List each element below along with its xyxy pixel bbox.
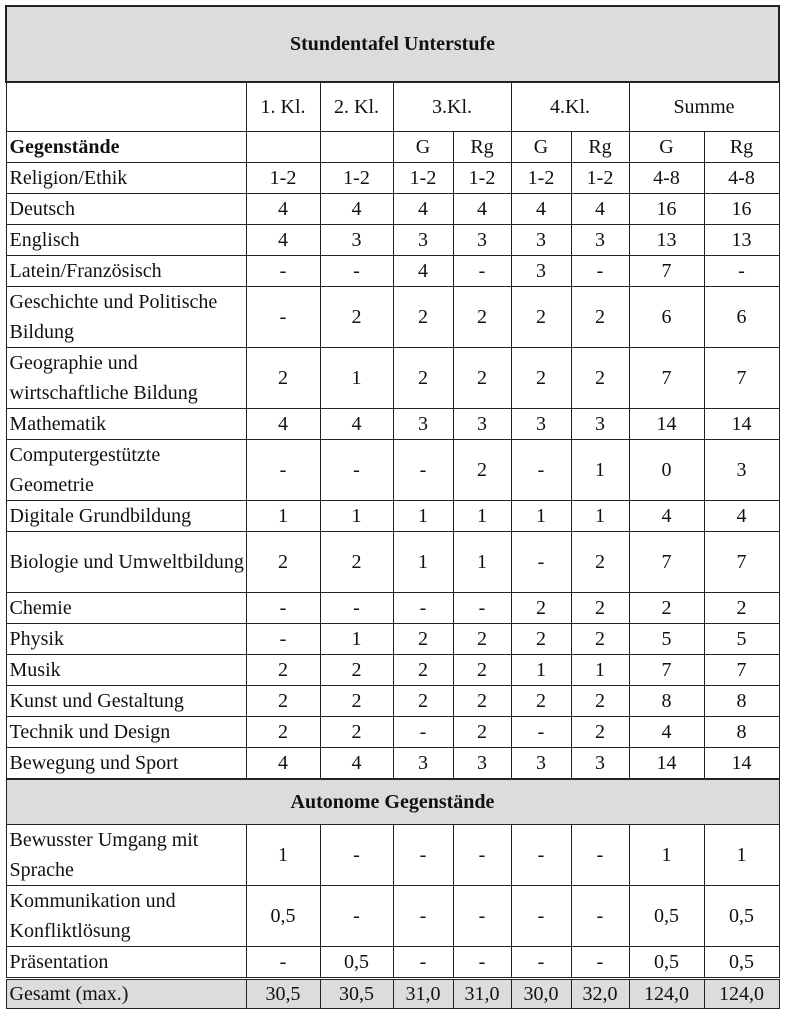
hours-cell: 2 xyxy=(453,717,511,748)
hours-cell: 3 xyxy=(571,225,629,256)
table-row xyxy=(6,825,779,886)
hours-cell: 3 xyxy=(453,409,511,440)
header-klasse-2: 2. Kl. xyxy=(320,82,393,132)
hours-cell: 7 xyxy=(629,256,704,287)
header-g-4: G xyxy=(511,132,571,163)
header-empty-1 xyxy=(246,132,320,163)
hours-cell: - xyxy=(571,886,629,947)
hours-cell: 3 xyxy=(393,225,453,256)
hours-cell: 2 xyxy=(246,717,320,748)
hours-cell: 8 xyxy=(629,686,704,717)
subject-name: Physik xyxy=(6,624,246,655)
hours-cell: 4 xyxy=(571,194,629,225)
hours-cell: - xyxy=(320,440,393,501)
hours-cell: 4 xyxy=(246,748,320,780)
subject-name: Präsentation xyxy=(6,947,246,979)
stundentafel-table xyxy=(5,5,780,1009)
subject-name: Kommunikation und Konfliktlösung xyxy=(6,886,246,947)
hours-cell: 7 xyxy=(629,655,704,686)
hours-cell: 3 xyxy=(393,409,453,440)
hours-cell: - xyxy=(571,825,629,886)
subject-name: Kunst und Gestaltung xyxy=(6,686,246,717)
hours-cell: 1-2 xyxy=(393,163,453,194)
hours-cell: 8 xyxy=(704,717,779,748)
title-row xyxy=(6,6,779,82)
hours-cell: 3 xyxy=(511,256,571,287)
subject-name: Computergestützte Geometrie xyxy=(6,440,246,501)
hours-cell: - xyxy=(453,256,511,287)
hours-cell: 3 xyxy=(511,748,571,780)
subject-name: Musik xyxy=(6,655,246,686)
hours-cell: 7 xyxy=(629,348,704,409)
hours-cell: 4-8 xyxy=(704,163,779,194)
table-row xyxy=(6,532,779,593)
hours-cell: 1 xyxy=(453,501,511,532)
hours-cell: 2 xyxy=(246,655,320,686)
hours-cell: - xyxy=(453,593,511,624)
subject-name: Digitale Grundbildung xyxy=(6,501,246,532)
hours-cell: 2 xyxy=(393,624,453,655)
table-row xyxy=(6,409,779,440)
hours-cell: 1-2 xyxy=(246,163,320,194)
table-row xyxy=(6,348,779,409)
hours-cell: 13 xyxy=(629,225,704,256)
hours-cell: 3 xyxy=(320,225,393,256)
table-row xyxy=(6,287,779,348)
hours-cell: 2 xyxy=(453,440,511,501)
hours-cell: 6 xyxy=(629,287,704,348)
header-summe: Summe xyxy=(629,82,779,132)
hours-cell: 1-2 xyxy=(453,163,511,194)
hours-cell: 2 xyxy=(393,348,453,409)
header-klasse-3: 3.Kl. xyxy=(393,82,511,132)
hours-cell: 2 xyxy=(320,655,393,686)
hours-cell: 2 xyxy=(453,655,511,686)
hours-cell: 4 xyxy=(320,409,393,440)
hours-cell: 1 xyxy=(320,348,393,409)
table-row xyxy=(6,225,779,256)
hours-cell: 2 xyxy=(246,532,320,593)
hours-cell: - xyxy=(571,256,629,287)
hours-cell: - xyxy=(320,256,393,287)
hours-cell: 1-2 xyxy=(511,163,571,194)
hours-cell: 2 xyxy=(393,686,453,717)
hours-cell: 2 xyxy=(393,655,453,686)
header-g-summe: G xyxy=(629,132,704,163)
hours-cell: - xyxy=(320,886,393,947)
hours-cell: 2 xyxy=(571,287,629,348)
hours-cell: - xyxy=(393,886,453,947)
hours-cell: 2 xyxy=(511,593,571,624)
hours-cell: - xyxy=(246,287,320,348)
hours-cell: - xyxy=(511,717,571,748)
hours-cell: - xyxy=(320,593,393,624)
hours-cell: 2 xyxy=(571,593,629,624)
hours-cell: 4 xyxy=(704,501,779,532)
hours-cell: 2 xyxy=(320,287,393,348)
hours-cell: 4 xyxy=(393,194,453,225)
subject-name: Biologie und Umweltbildung xyxy=(6,532,246,593)
hours-cell: - xyxy=(511,947,571,979)
hours-cell: - xyxy=(246,624,320,655)
hours-cell: 1 xyxy=(571,655,629,686)
table-row xyxy=(6,748,779,780)
hours-cell: - xyxy=(246,440,320,501)
table-row xyxy=(6,947,779,979)
hours-cell: 2 xyxy=(511,686,571,717)
hours-cell: 1 xyxy=(393,532,453,593)
hours-cell: 8 xyxy=(704,686,779,717)
hours-cell: - xyxy=(393,717,453,748)
hours-cell: 4 xyxy=(511,194,571,225)
header-rg-3: Rg xyxy=(453,132,511,163)
header-row-classes xyxy=(6,82,779,132)
autonomous-section-title: Autonome Gegenstände xyxy=(6,779,779,825)
total-value: 124,0 xyxy=(629,979,704,1009)
hours-cell: 7 xyxy=(704,348,779,409)
hours-cell: 2 xyxy=(320,532,393,593)
subject-name: Deutsch xyxy=(6,194,246,225)
hours-cell: 0,5 xyxy=(629,886,704,947)
hours-cell: - xyxy=(453,947,511,979)
hours-cell: 16 xyxy=(629,194,704,225)
hours-cell: 1-2 xyxy=(571,163,629,194)
hours-cell: 2 xyxy=(246,348,320,409)
hours-cell: 2 xyxy=(571,624,629,655)
hours-cell: 1 xyxy=(511,501,571,532)
hours-cell: 3 xyxy=(453,225,511,256)
header-empty xyxy=(6,82,246,132)
hours-cell: 2 xyxy=(246,686,320,717)
total-value: 30,5 xyxy=(320,979,393,1009)
hours-cell: 4 xyxy=(320,194,393,225)
hours-cell: 2 xyxy=(453,686,511,717)
subject-name: Geographie und wirtschaftliche Bildung xyxy=(6,348,246,409)
hours-cell: 14 xyxy=(704,748,779,780)
table-row xyxy=(6,163,779,194)
subject-name: Technik und Design xyxy=(6,717,246,748)
hours-cell: 7 xyxy=(704,655,779,686)
autonomous-section-row xyxy=(6,779,779,825)
total-value: 31,0 xyxy=(453,979,511,1009)
hours-cell: 2 xyxy=(571,532,629,593)
hours-cell: 3 xyxy=(453,748,511,780)
hours-cell: 2 xyxy=(511,624,571,655)
hours-cell: 3 xyxy=(571,409,629,440)
hours-cell: 2 xyxy=(453,287,511,348)
hours-cell: 1 xyxy=(246,501,320,532)
hours-cell: - xyxy=(453,825,511,886)
hours-cell: 2 xyxy=(571,717,629,748)
header-gegenstaende: Gegenstände xyxy=(6,132,246,163)
hours-cell: 1 xyxy=(320,501,393,532)
hours-cell: 4 xyxy=(629,717,704,748)
hours-cell: 4 xyxy=(393,256,453,287)
hours-cell: - xyxy=(511,532,571,593)
hours-cell: 7 xyxy=(629,532,704,593)
hours-cell: 0,5 xyxy=(246,886,320,947)
hours-cell: 0,5 xyxy=(629,947,704,979)
table-row xyxy=(6,440,779,501)
header-klasse-4: 4.Kl. xyxy=(511,82,629,132)
hours-cell: 14 xyxy=(704,409,779,440)
hours-cell: 4 xyxy=(246,409,320,440)
hours-cell: - xyxy=(393,440,453,501)
hours-cell: 4 xyxy=(629,501,704,532)
hours-cell: 0 xyxy=(629,440,704,501)
hours-cell: 3 xyxy=(511,225,571,256)
hours-cell: 1 xyxy=(629,825,704,886)
subject-name: Englisch xyxy=(6,225,246,256)
table-title: Stundentafel Unterstufe xyxy=(6,6,779,82)
hours-cell: 2 xyxy=(511,348,571,409)
hours-cell: 2 xyxy=(571,348,629,409)
hours-cell: 1 xyxy=(511,655,571,686)
hours-cell: 4 xyxy=(453,194,511,225)
total-value: 32,0 xyxy=(571,979,629,1009)
total-label: Gesamt (max.) xyxy=(6,979,246,1009)
hours-cell: 1 xyxy=(571,501,629,532)
hours-cell: 2 xyxy=(511,287,571,348)
hours-cell: - xyxy=(393,825,453,886)
hours-cell: - xyxy=(393,593,453,624)
total-value: 30,5 xyxy=(246,979,320,1009)
hours-cell: - xyxy=(704,256,779,287)
hours-cell: - xyxy=(320,825,393,886)
hours-cell: 2 xyxy=(571,686,629,717)
header-empty-2 xyxy=(320,132,393,163)
table-row xyxy=(6,501,779,532)
hours-cell: 0,5 xyxy=(320,947,393,979)
hours-cell: - xyxy=(246,947,320,979)
hours-cell: 2 xyxy=(629,593,704,624)
hours-cell: 3 xyxy=(393,748,453,780)
hours-cell: 3 xyxy=(511,409,571,440)
hours-cell: 7 xyxy=(704,532,779,593)
hours-cell: 1 xyxy=(320,624,393,655)
hours-cell: 4-8 xyxy=(629,163,704,194)
hours-cell: 2 xyxy=(453,624,511,655)
timetable-container xyxy=(5,5,780,1009)
hours-cell: 2 xyxy=(320,686,393,717)
hours-cell: 14 xyxy=(629,409,704,440)
hours-cell: 6 xyxy=(704,287,779,348)
subject-name: Chemie xyxy=(6,593,246,624)
header-g-3: G xyxy=(393,132,453,163)
hours-cell: 0,5 xyxy=(704,886,779,947)
hours-cell: - xyxy=(511,440,571,501)
hours-cell: 1 xyxy=(393,501,453,532)
table-row xyxy=(6,593,779,624)
subject-name: Mathematik xyxy=(6,409,246,440)
hours-cell: 5 xyxy=(629,624,704,655)
hours-cell: - xyxy=(246,256,320,287)
hours-cell: 2 xyxy=(320,717,393,748)
subject-name: Bewusster Umgang mit Sprache xyxy=(6,825,246,886)
hours-cell: 4 xyxy=(246,225,320,256)
table-row xyxy=(6,886,779,947)
hours-cell: 3 xyxy=(571,748,629,780)
subject-name: Geschichte und Politische Bildung xyxy=(6,287,246,348)
header-rg-summe: Rg xyxy=(704,132,779,163)
hours-cell: - xyxy=(511,825,571,886)
hours-cell: 3 xyxy=(704,440,779,501)
hours-cell: - xyxy=(453,886,511,947)
subject-name: Religion/Ethik xyxy=(6,163,246,194)
hours-cell: 13 xyxy=(704,225,779,256)
table-row xyxy=(6,655,779,686)
hours-cell: - xyxy=(393,947,453,979)
total-row xyxy=(6,979,779,1009)
table-row xyxy=(6,686,779,717)
table-row xyxy=(6,624,779,655)
header-row-types xyxy=(6,132,779,163)
subject-name: Latein/Französisch xyxy=(6,256,246,287)
header-klasse-1: 1. Kl. xyxy=(246,82,320,132)
hours-cell: 4 xyxy=(320,748,393,780)
hours-cell: 14 xyxy=(629,748,704,780)
table-row xyxy=(6,194,779,225)
total-value: 31,0 xyxy=(393,979,453,1009)
total-value: 124,0 xyxy=(704,979,779,1009)
hours-cell: 1-2 xyxy=(320,163,393,194)
table-row xyxy=(6,256,779,287)
hours-cell: - xyxy=(511,886,571,947)
hours-cell: 1 xyxy=(246,825,320,886)
hours-cell: 0,5 xyxy=(704,947,779,979)
table-row xyxy=(6,717,779,748)
hours-cell: - xyxy=(571,947,629,979)
hours-cell: 2 xyxy=(704,593,779,624)
hours-cell: 1 xyxy=(704,825,779,886)
hours-cell: 2 xyxy=(393,287,453,348)
hours-cell: 1 xyxy=(453,532,511,593)
hours-cell: 4 xyxy=(246,194,320,225)
hours-cell: 5 xyxy=(704,624,779,655)
hours-cell: 2 xyxy=(453,348,511,409)
hours-cell: 16 xyxy=(704,194,779,225)
subject-name: Bewegung und Sport xyxy=(6,748,246,780)
total-value: 30,0 xyxy=(511,979,571,1009)
hours-cell: - xyxy=(246,593,320,624)
header-rg-4: Rg xyxy=(571,132,629,163)
hours-cell: 1 xyxy=(571,440,629,501)
